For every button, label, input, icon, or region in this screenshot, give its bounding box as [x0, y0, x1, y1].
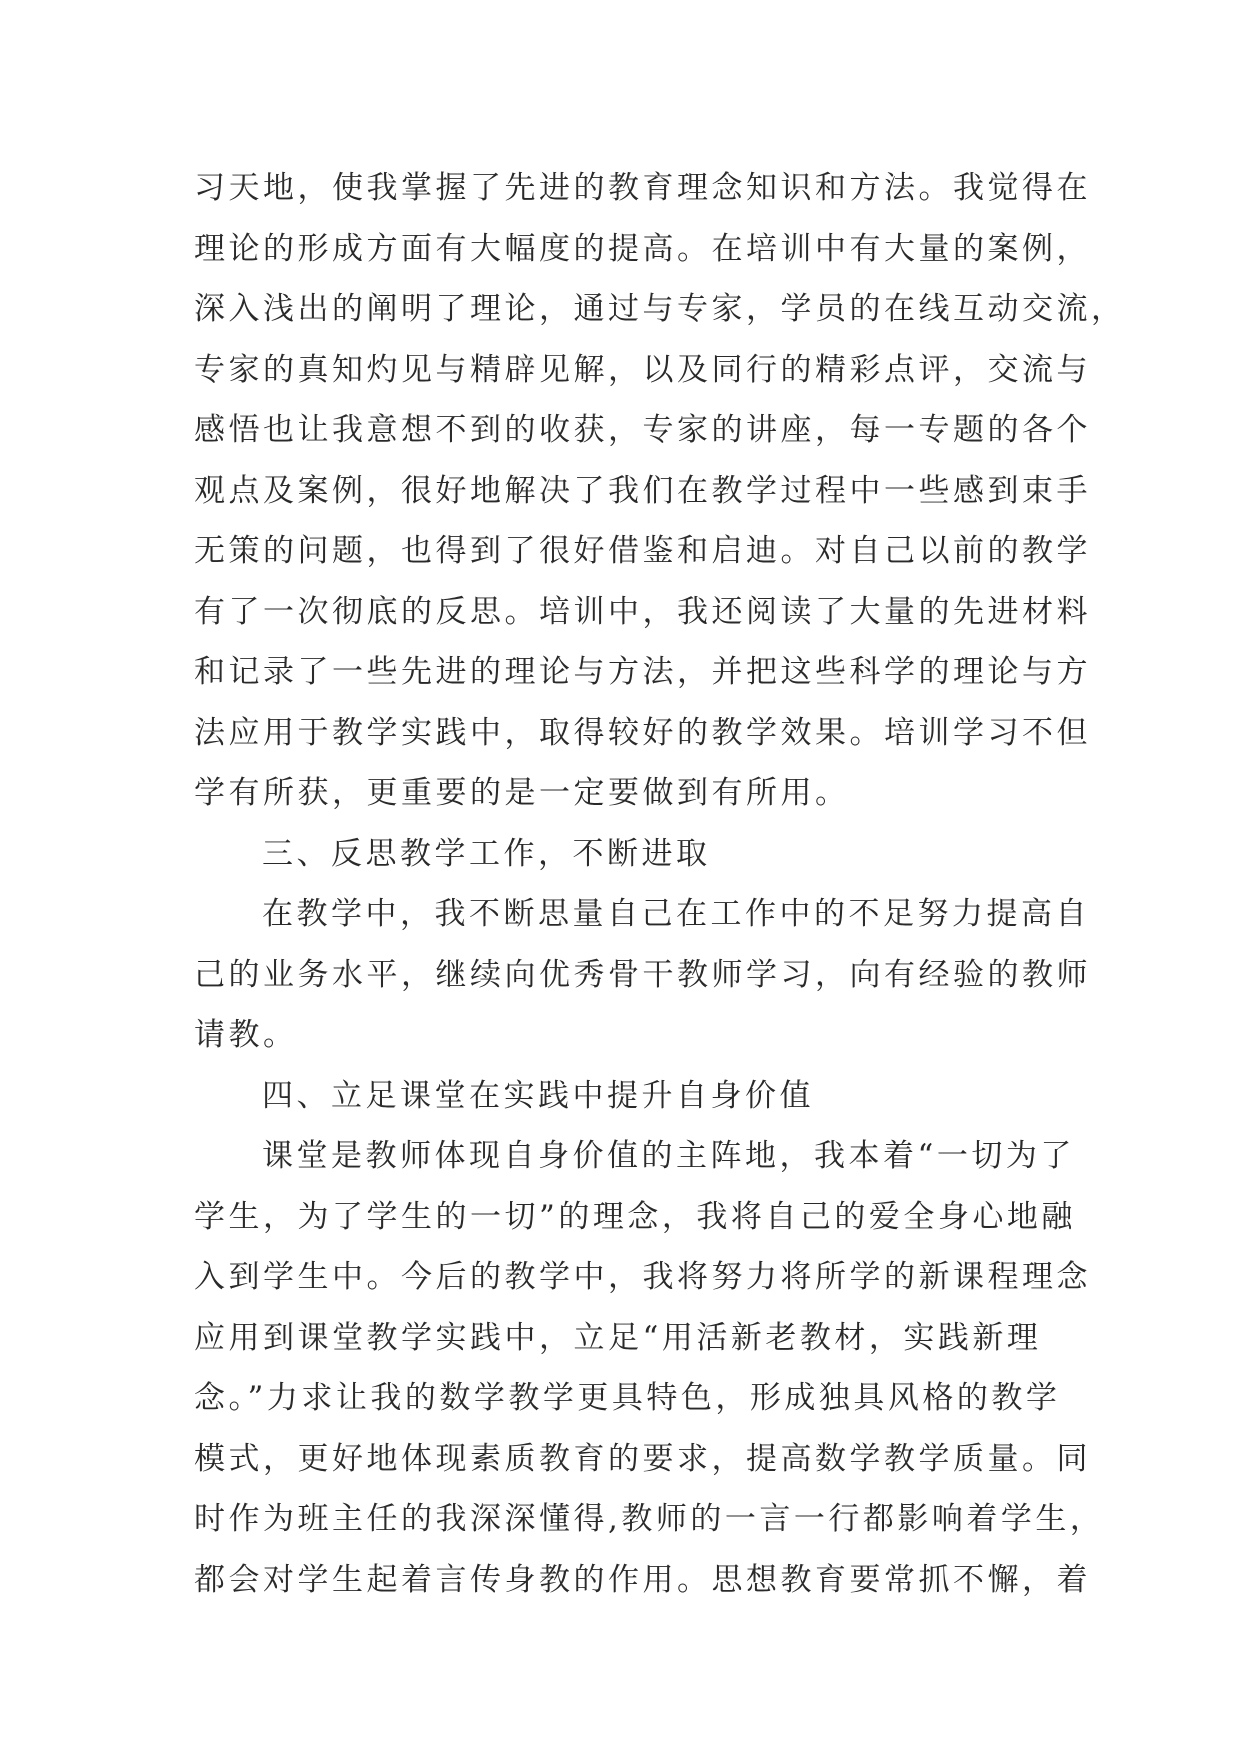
- text-line: 感悟也让我意想不到的收获，专家的讲座，每一专题的各个: [194, 412, 1091, 448]
- text-line: 和记录了一些先进的理论与方法，并把这些科学的理论与方: [194, 654, 1091, 690]
- text-line: 念。”力求让我的数学教学更具特色，形成独具风格的教学: [194, 1380, 1061, 1416]
- text-line: 专家的真知灼见与精辟见解，以及同行的精彩点评，交流与: [194, 351, 1091, 388]
- text-line: 无策的问题，也得到了很好借鉴和启迪。对自己以前的教学: [194, 533, 1091, 569]
- text-line: 观点及案例，很好地解决了我们在教学过程中一些感到束手: [194, 472, 1091, 509]
- text-line: 法应用于教学实践中，取得较好的教学效果。培训学习不但: [194, 714, 1091, 751]
- text-line: 时作为班主任的我深深懂得,教师的一言一行都影响着学生，: [194, 1501, 1105, 1537]
- text-line: 学生，为了学生的一切”的理念，我将自己的爱全身心地融: [194, 1198, 1076, 1235]
- text-line: 三、反思教学工作，不断进取: [262, 835, 711, 872]
- text-line: 请教。: [194, 1017, 298, 1053]
- text-line: 模式，更好地体现素质教育的要求，提高数学教学质量。同: [194, 1440, 1091, 1477]
- text-line: 入到学生中。今后的教学中，我将努力将所学的新课程理念: [194, 1259, 1091, 1295]
- text-line: 深入浅出的阐明了理论，通过与专家，学员的在线互动交流，: [194, 291, 1126, 327]
- body-text: [194, 158, 1126, 1610]
- text-line: 课堂是教师体现自身价值的主阵地，我本着“一切为了: [262, 1138, 1075, 1174]
- text-line: 在教学中，我不断思量自己在工作中的不足努力提高自: [262, 896, 1090, 932]
- text-line: 应用到课堂教学实践中，立足“用活新老教材，实践新理: [194, 1319, 1042, 1356]
- text-line: 习天地，使我掌握了先进的教育理念知识和方法。我觉得在: [194, 170, 1091, 206]
- text-line: 理论的形成方面有大幅度的提高。在培训中有大量的案例，: [194, 230, 1091, 267]
- text-line: 四、立足课堂在实践中提升自身价值: [262, 1077, 814, 1114]
- text-line: 学有所获，更重要的是一定要做到有所用。: [194, 775, 850, 811]
- text-line: 己的业务水平，继续向优秀骨干教师学习，向有经验的教师: [194, 956, 1091, 993]
- text-line: 都会对学生起着言传身教的作用。思想教育要常抓不懈，着: [194, 1561, 1091, 1598]
- text-line: 有了一次彻底的反思。培训中，我还阅读了大量的先进材料: [194, 593, 1091, 630]
